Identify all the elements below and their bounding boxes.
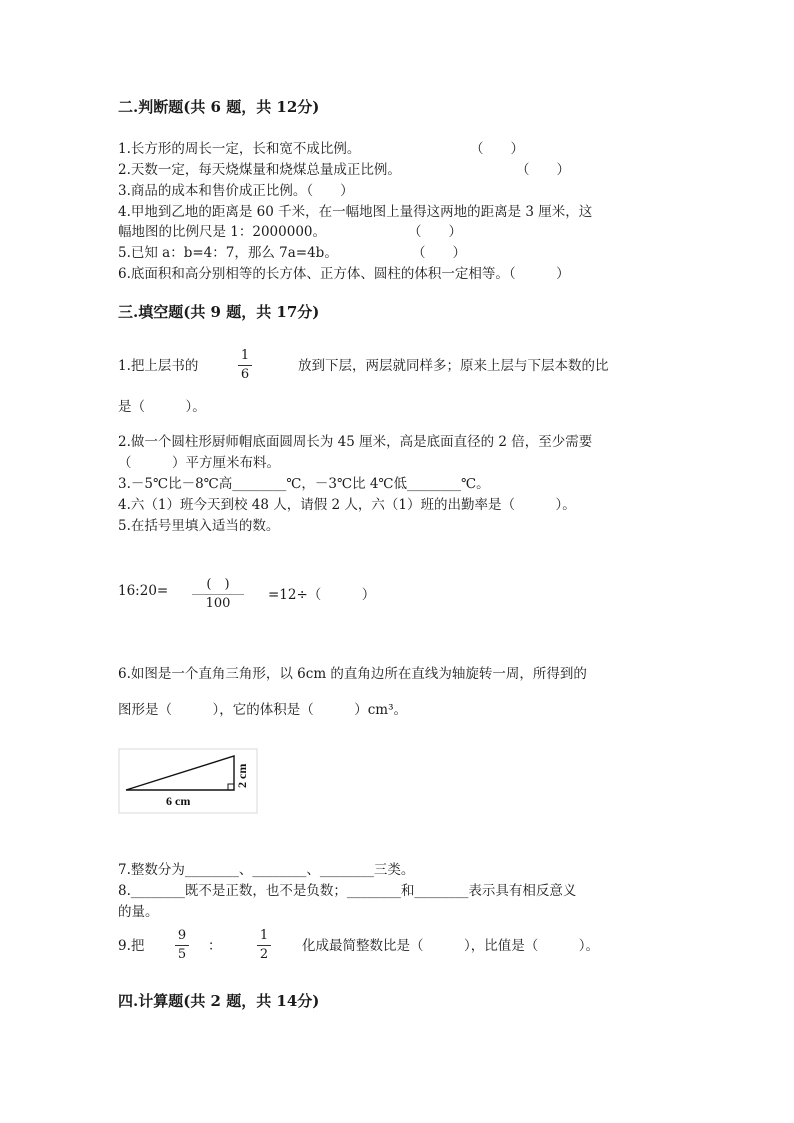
- judge-item-1: 1.长方形的周长一定，长和宽不成比例。: [118, 141, 361, 157]
- fill-q8-line-2: 的量。: [118, 904, 159, 920]
- ratio-colon: ：: [208, 938, 222, 954]
- fraction-denominator: 2: [259, 947, 269, 962]
- fill-q9-prefix: 9.把: [118, 938, 145, 954]
- fraction-numerator: 9: [177, 928, 187, 943]
- fill-q5: 5.在括号里填入适当的数。: [118, 518, 280, 534]
- fraction-denominator: 5: [177, 947, 187, 962]
- fraction-numerator: 1: [240, 348, 250, 363]
- base-length-label: 6 cm: [166, 794, 191, 808]
- judge-answer-bracket-1[interactable]: （ ）: [470, 141, 524, 157]
- fraction-one-sixth: [238, 348, 252, 383]
- fill-q1-prefix: 1.把上层书的: [118, 358, 199, 374]
- fraction-one-half: [257, 928, 271, 963]
- fill-q2-line-1: 2.做一个圆柱形厨师帽底面圆周长为 45 厘米，高是底面直径的 2 倍，至少需要: [118, 434, 593, 450]
- judge-item-3: 3.商品的成本和售价成正比例。（ ）: [118, 183, 354, 199]
- height-length-label: 2 cm: [235, 763, 249, 788]
- fill-q6-line-1: 6.如图是一个直角三角形，以 6cm 的直角边所在直线为轴旋转一周，所得到的: [118, 666, 587, 682]
- judge-answer-bracket-5[interactable]: （ ）: [412, 245, 466, 261]
- ratio-left: 16:20=: [118, 583, 169, 599]
- fraction-nine-fifths: [175, 928, 189, 963]
- fraction-numerator: 1: [259, 928, 269, 943]
- judge-answer-bracket-2[interactable]: （ ）: [516, 162, 570, 178]
- fill-q4: 4.六（1）班今天到校 48 人，请假 2 人，六（1）班的出勤率是（ ）。: [118, 497, 576, 513]
- right-triangle-figure: [118, 748, 258, 814]
- fill-q2-line-2: （ ）平方厘米布料。: [118, 455, 280, 471]
- fraction-over-100: [192, 577, 244, 612]
- judge-item-4-line-1: 4.甲地到乙地的距离是 60 千米，在一幅地图上量得这两地的距离是 3 厘米，这: [118, 204, 593, 220]
- fill-q6-line-2: 图形是（ ），它的体积是（ ）cm³。: [118, 702, 408, 718]
- fraction-numerator-blank[interactable]: ( ): [206, 577, 230, 592]
- fill-q3: 3.－5℃比－8℃高________℃，－3℃比 4℃低________℃。: [118, 476, 490, 492]
- fill-q7: 7.整数分为________、________、________三类。: [118, 862, 415, 878]
- division-expression: =12÷（ ）: [268, 587, 376, 603]
- section-2-title: 二.判断题(共 6 题，共 12分): [118, 98, 320, 116]
- section-4-title: 四.计算题(共 2 题，共 14分): [118, 992, 320, 1010]
- section-3-title: 三.填空题(共 9 题，共 17分): [118, 303, 320, 321]
- fill-q1-line-2: 是（ ）。: [118, 399, 206, 415]
- judge-item-5: 5.已知 a：b=4：7，那么 7a=4b。: [118, 245, 338, 261]
- judge-answer-bracket-4[interactable]: （ ）: [408, 224, 462, 240]
- fill-q1-text: 放到下层，两层就同样多；原来上层与下层本数的比: [298, 358, 609, 374]
- fill-q9-text: 化成最简整数比是（ ），比值是（ ）。: [302, 938, 599, 954]
- judge-item-4-line-2: 幅地图的比例尺是 1：2000000。: [118, 224, 327, 240]
- fill-q8-line-1: 8.________既不是正数，也不是负数；________和________表示具有相反意义: [118, 883, 577, 899]
- fraction-denominator: 100: [205, 596, 231, 611]
- judge-item-6: 6.底面积和高分别相等的长方体、正方体、圆柱的体积一定相等。（ ）: [118, 266, 570, 282]
- fraction-denominator: 6: [240, 367, 250, 382]
- judge-item-2: 2.天数一定，每天烧煤量和烧煤总量成正比例。: [118, 162, 401, 178]
